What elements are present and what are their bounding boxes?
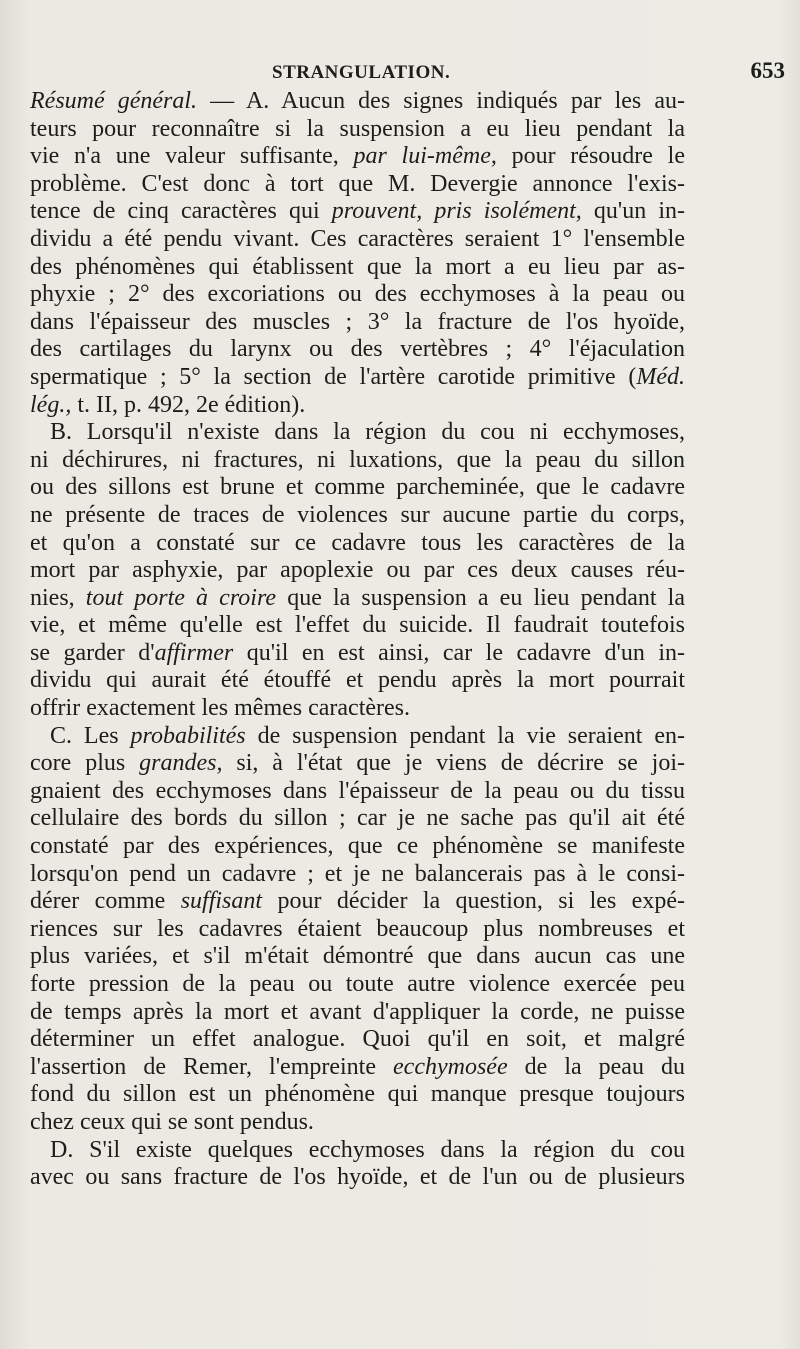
text-line [30, 612, 685, 640]
italic-text: prouvent, pris isolément, [331, 198, 582, 225]
text-line [30, 1081, 685, 1109]
text-line [30, 254, 685, 282]
text-segment: chez ceux qui se sont pendus. [30, 1108, 314, 1135]
italic-text: probabilités [130, 722, 246, 749]
text-segment: mort par asphyxie, par apoplexie ou par ces deux causes réu- [30, 557, 685, 584]
text-line [30, 281, 685, 309]
text-segment: D. S'il existe quelques ecchymoses dans la région du cou [50, 1136, 685, 1163]
text-line [30, 419, 685, 447]
text-line [30, 116, 685, 144]
text-line [30, 1026, 685, 1054]
text-segment: plus variées, et s'il m'était démontré que dans aucun cas une [30, 943, 685, 970]
text-segment: fond du sillon est un phénomène qui manque presque toujours [30, 1081, 685, 1108]
text-line [30, 364, 685, 392]
text-line [30, 171, 685, 199]
italic-text: grandes, [139, 750, 223, 777]
text-segment: forte pression de la peau ou toute autre violence exercée peu [30, 971, 685, 997]
text-line [30, 530, 685, 558]
body-text [30, 88, 685, 1192]
text-segment: constaté par des expériences, que ce phénomène se manifeste [30, 833, 685, 860]
text-segment: nies, [30, 584, 86, 611]
italic-text: Méd. [636, 363, 685, 390]
text-segment: déterminer un effet analogue. Quoi qu'il en soit, et malgré [30, 1026, 685, 1053]
text-line [30, 143, 685, 171]
page-header [30, 58, 785, 88]
text-line [30, 999, 685, 1027]
text-segment: tence de cinq caractères qui [30, 198, 332, 225]
italic-text: suffisant [180, 888, 263, 915]
text-line [30, 916, 685, 944]
page-number: 653 [750, 58, 785, 83]
text-line [30, 778, 685, 806]
italic-text: lég., [30, 391, 72, 418]
text-line [30, 88, 685, 116]
text-segment: teurs pour reconnaître si la suspension a eu lieu pendant la [30, 115, 685, 142]
text-segment: dérer comme [30, 888, 181, 915]
text-line [30, 309, 685, 337]
text-line [30, 585, 685, 613]
text-line [30, 833, 685, 861]
text-line [30, 805, 685, 833]
text-segment: pour décider la question, si les expé- [262, 888, 685, 915]
text-line [30, 1054, 685, 1082]
running-head: STRANGULATION. [272, 62, 451, 83]
text-segment: — A. Aucun des signes indiqués par les au- [197, 88, 685, 114]
text-line [30, 971, 685, 999]
text-line [30, 447, 685, 475]
text-segment: des cartilages du larynx ou des vertèbres ; 4° l'éjaculation [30, 336, 685, 363]
text-line [30, 640, 685, 668]
text-segment: C. Les [50, 722, 131, 749]
italic-text: affirmer [154, 639, 234, 666]
text-line [30, 1109, 685, 1137]
text-segment: si, à l'état que je viens de décrire se joi- [222, 750, 685, 777]
text-segment: offrir exactement les mêmes caractères. [30, 695, 411, 722]
text-segment: cellulaire des bords du sillon ; car je ne sache pas qu'il ait été [30, 805, 685, 832]
text-segment: problème. C'est donc à tort que M. Devergie annonce l'exis- [30, 170, 685, 197]
text-segment: qu'un in- [581, 198, 686, 225]
text-segment: de temps après la mort et avant d'appliquer la corde, ne puisse [30, 998, 685, 1025]
text-segment: pour résoudre le [496, 143, 685, 170]
text-line [30, 557, 685, 585]
italic-text: tout porte à croire [85, 584, 277, 611]
text-segment: vie, et même qu'elle est l'effet du suicide. Il faudrait toutefois [30, 612, 685, 639]
italic-text: ecchymosée [393, 1053, 508, 1080]
text-segment: dividu qui aurait été étouffé et pendu après la mort pourrait [30, 667, 685, 694]
text-segment: avec ou sans fracture de l'os hyoïde, et de l'un ou de plusieurs [30, 1164, 685, 1191]
text-segment: des phénomènes qui établissent que la mort a eu lieu par as- [30, 253, 685, 280]
text-segment: t. II, p. 492, 2e édition). [71, 391, 306, 418]
text-segment: dividu a été pendu vivant. Ces caractères seraient 1° l'ensemble [30, 225, 685, 252]
text-segment: se garder d' [30, 639, 155, 666]
text-segment: vie n'a une valeur suffisante, [30, 143, 354, 170]
text-line [30, 392, 685, 420]
text-segment: core plus [30, 750, 140, 777]
text-line [30, 1164, 685, 1192]
text-segment: ni déchirures, ni fractures, ni luxations, que la peau du sillon [30, 446, 685, 473]
text-segment: ou des sillons est brune et comme parcheminée, que le cadavre [30, 474, 685, 501]
text-segment: que la suspension a eu lieu pendant la [276, 584, 685, 611]
text-segment: spermatique ; 5° la section de l'artère carotide primitive ( [30, 363, 637, 390]
text-line [30, 888, 685, 916]
text-line [30, 667, 685, 695]
text-line [30, 226, 685, 254]
text-segment: gnaient des ecchymoses dans l'épaisseur de la peau ou du tissu [30, 777, 685, 804]
text-line [30, 1137, 685, 1165]
text-line [30, 695, 685, 723]
text-line [30, 723, 685, 751]
text-line [30, 943, 685, 971]
text-line [30, 474, 685, 502]
text-segment: qu'il en est ainsi, car le cadavre d'un in- [233, 639, 685, 666]
text-segment: B. Lorsqu'il n'existe dans la région du cou ni ecchymoses, [50, 419, 685, 446]
text-line [30, 750, 685, 778]
text-segment: lorsqu'on pend un cadavre ; et je ne balancerais pas à le consi- [30, 860, 685, 887]
text-segment: de la peau du [507, 1053, 685, 1080]
italic-text: Résumé général. [30, 88, 198, 114]
text-segment: de suspension pendant la vie seraient en- [245, 722, 685, 749]
text-line [30, 502, 685, 530]
text-line [30, 861, 685, 889]
text-segment: phyxie ; 2° des excoriations ou des ecchymoses à la peau ou [30, 281, 685, 308]
text-segment: dans l'épaisseur des muscles ; 3° la fracture de l'os hyoïde, [30, 308, 685, 335]
text-segment: ne présente de traces de violences sur aucune partie du corps, [30, 501, 685, 528]
text-segment: et qu'on a constaté sur ce cadavre tous les caractères de la [30, 529, 685, 556]
text-segment: riences sur les cadavres étaient beaucoup plus nombreuses et [30, 915, 685, 942]
text-line [30, 198, 685, 226]
text-line [30, 336, 685, 364]
italic-text: par lui-même, [353, 143, 497, 170]
text-segment: l'assertion de Remer, l'empreinte [30, 1053, 394, 1080]
